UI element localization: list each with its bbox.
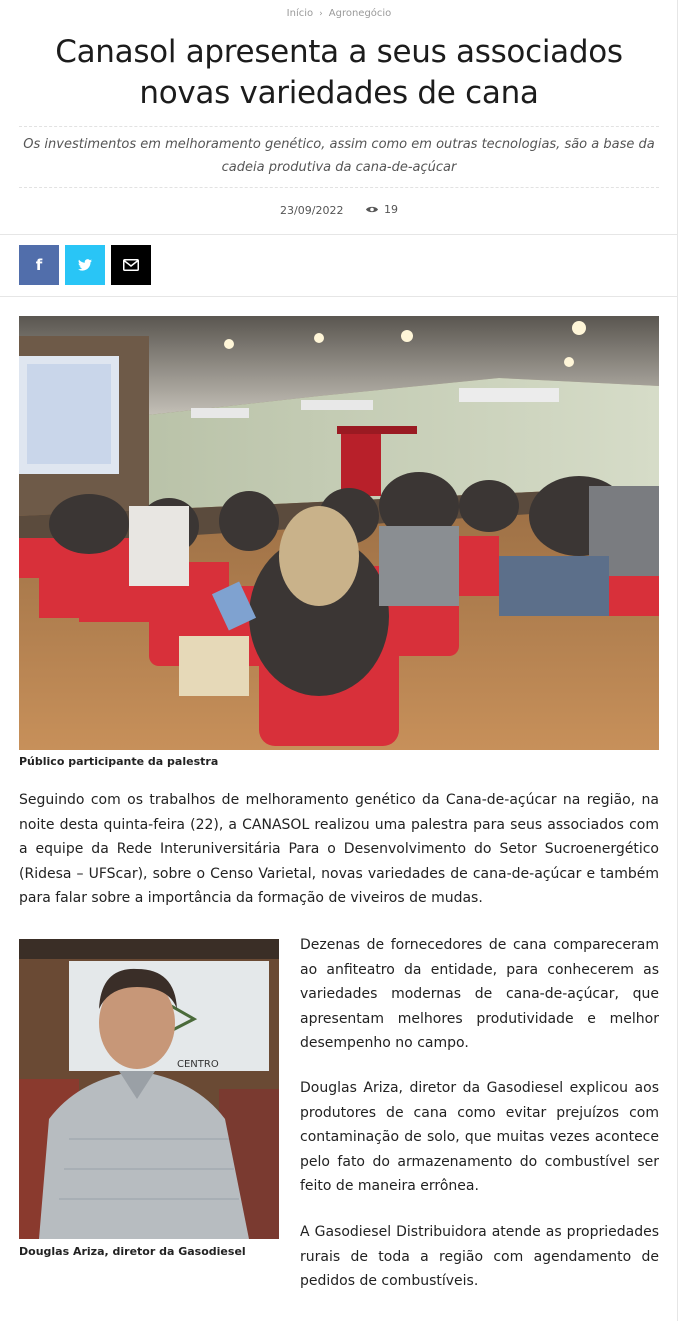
divider — [0, 234, 678, 235]
email-icon — [123, 259, 139, 271]
photo-caption: Público participante da palestra — [19, 755, 219, 768]
breadcrumb — [0, 8, 678, 19]
view-count — [365, 203, 398, 216]
article-paragraph: Seguindo com os trabalhos de melhoramento genético da Cana-de-açúcar na região, na noite desta quinta-feira (22), a CANASOL realizou uma palestra para seus associados com a equipe da Rede Interuniversitária Para o Desenvolvimento do Setor Sucroenergético (Ridesa – UFScar), sobre o Censo Varietal, novas variedades de cana-de-açúcar e também para falar sobre a importância da formação de viveiros de mudas. — [19, 792, 659, 906]
share-facebook-button[interactable] — [19, 245, 59, 285]
article-paragraph: Douglas Ariza, diretor da Gasodiesel explicou aos produtores de cana como evitar prejuízos com contaminação de solo, que muitas vezes acontece pelo fato do armazenamento do combustível ser feito de maneira errônea. — [300, 1080, 659, 1194]
share-twitter-button[interactable] — [65, 245, 105, 285]
divider — [0, 296, 678, 297]
article-title: Canasol apresenta a seus associados novas variedades de cana — [55, 34, 623, 111]
breadcrumb-separator: › — [319, 9, 323, 19]
share-email-button[interactable] — [111, 245, 151, 285]
publish-date: 23/09/2022 — [280, 204, 344, 217]
divider — [19, 126, 659, 127]
article-paragraph: Dezenas de fornecedores de cana compareceram ao anfiteatro da entidade, para conhecerem as variedades modernas de cana-de-açúcar, que apresentam melhores produtividade e melhor desempenho no campo. — [300, 937, 659, 1051]
portrait-photo — [19, 939, 279, 1239]
breadcrumb-home-link[interactable]: Início — [286, 8, 314, 19]
view-count-value: 19 — [383, 203, 398, 216]
article-subtitle: Os investimentos em melhoramento genético, assim como em outras tecnologias, são a base da cadeia produtiva da cana-de-açúcar — [23, 137, 655, 175]
breadcrumb-category-link[interactable]: Agronegócio — [328, 8, 392, 19]
article-meta — [0, 203, 678, 217]
article-paragraph: A Gasodiesel Distribuidora atende as propriedades rurais de toda a região com agendamento de pedidos de combustíveis. — [300, 1224, 659, 1289]
divider — [19, 187, 659, 188]
screen-text: CENTRO — [177, 1059, 219, 1070]
facebook-icon: f — [35, 256, 43, 274]
auditorium-photo — [19, 316, 659, 750]
photo-caption: Douglas Ariza, diretor da Gasodiesel — [19, 1245, 246, 1258]
twitter-icon — [78, 259, 92, 271]
eye-icon — [365, 205, 379, 214]
